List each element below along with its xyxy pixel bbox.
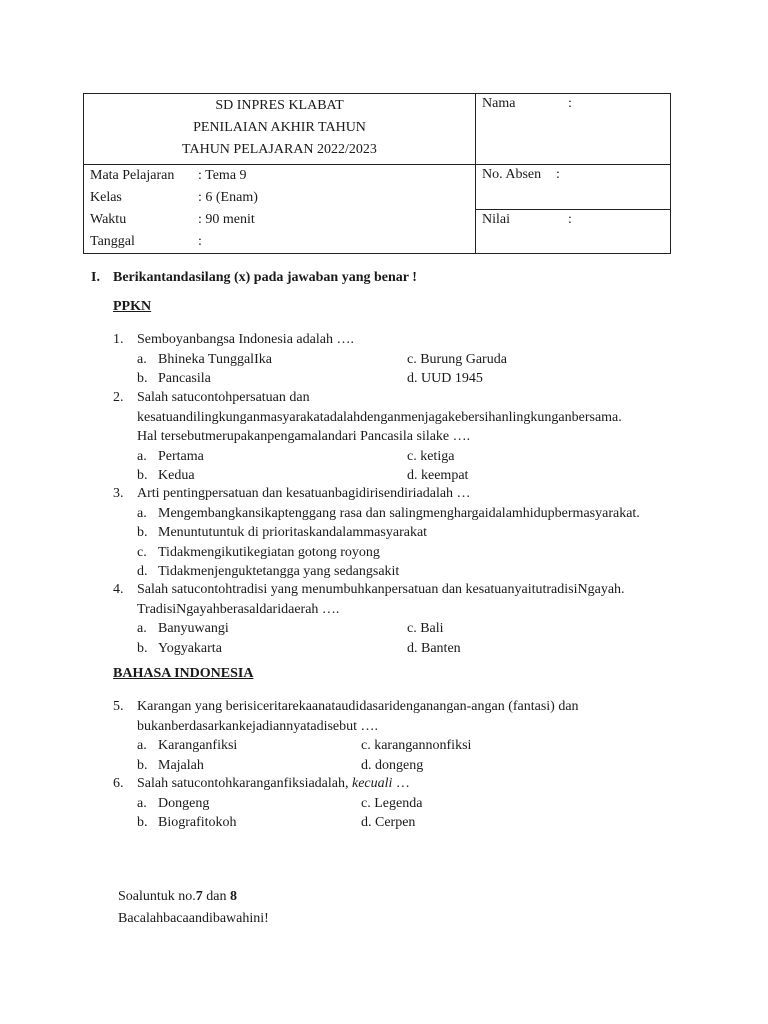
school-year: TAHUN PELAJARAN 2022/2023 [182,142,377,157]
question-text: Arti pentingpersatuan dan kesatuanbagidirisendiriadalah … [137,486,471,501]
school-title-cell [84,94,476,165]
absen-cell [476,165,671,210]
subject-heading-bahasa-indonesia: BAHASA INDONESIA [113,666,254,681]
info-key: Mata Pelajaran [90,168,175,183]
option-text: c. ketiga [407,448,455,464]
question-text: kesatuandilingkunganmasyarakatadalahdenganmenjagakebersihanlingkunganbersama. [137,409,622,425]
question-text: Karangan yang berisiceritarekaanataudidasaridenganangan-angan (fantasi) dan [137,699,579,714]
question-number: 4. [113,582,124,597]
option-text: Majalah [158,757,204,773]
note-text: Soaluntuk no. [118,889,196,904]
option-text: d. Cerpen [361,815,416,830]
question-text: Salah satucontohpersatuan dan [137,390,310,405]
info-value: : 6 (Enam) [198,190,258,205]
option-text: Karanganfiksi [158,738,238,753]
info-row [90,231,469,253]
question-number: 1. [113,332,124,347]
option-text: Bhineka TunggalIka [158,351,272,367]
info-row [90,187,469,209]
option-text: d. dongeng [361,757,424,773]
option-letter: a. [137,505,147,521]
question-text-part: … [392,776,410,791]
option-text: Tidakmengikutikegiatan gotong royong [158,544,380,560]
question-number: 2. [113,390,124,405]
option-text: c. karangannonfiksi [361,738,472,753]
header-table [83,93,671,254]
option-letter: c. [137,544,147,560]
nama-cell [476,94,671,165]
nama-label: Nama [482,96,516,111]
info-key: Waktu [90,212,127,227]
option-letter: d. [137,564,148,579]
option-text: Menuntutuntuk di prioritaskandalammasyarakat [158,525,428,540]
nilai-cell [476,210,671,254]
nilai-value: : [568,212,572,227]
section-title: Berikantandasilang (x) pada jawaban yang benar ! [113,270,417,285]
note-number: 8 [230,889,237,904]
option-text: Kedua [158,468,195,483]
absen-label: No. Absen [482,167,542,182]
info-row [90,209,469,231]
option-text: d. keempat [407,468,469,483]
option-text: c. Legenda [361,795,423,811]
option-letter: b. [137,640,148,656]
option-letter: b. [137,525,148,540]
option-text: Mengembangkansikaptenggang rasa dan salingmenghargaidalamhidupbermasyarakat. [158,505,640,521]
option-text: Pancasila [158,371,211,386]
option-text: d. Banten [407,640,461,656]
option-letter: b. [137,468,148,483]
nilai-label: Nilai [482,212,510,227]
absen-value: : [556,167,560,182]
option-text: Tidakmenjenguktetangga yang sedangsakit [158,564,400,579]
option-text: d. UUD 1945 [407,371,483,386]
option-letter: a. [137,621,147,636]
question-text: Hal tersebutmerupakanpengamalandari Pancasila silake …. [137,429,471,444]
reading-note [118,886,269,930]
question-4 [113,580,693,658]
info-value: : 90 menit [198,212,255,227]
option-letter: a. [137,795,147,811]
question-number: 6. [113,776,124,791]
option-text: Yogyakarta [158,640,222,656]
info-value: : Tema 9 [198,168,247,183]
question-1 [113,330,693,389]
question-2 [113,388,693,486]
options [137,794,693,833]
question-number: 3. [113,486,124,501]
options [137,504,693,582]
question-text-part: Salah satucontohkaranganfiksiadalah, [137,776,352,791]
option-text: c. Bali [407,621,444,636]
options [137,736,693,775]
question-text: TradisiNgayahberasaldaridaerah …. [137,601,340,617]
note-text: dan [202,889,230,904]
question-6 [113,774,693,833]
nama-value: : [568,96,572,111]
option-letter: b. [137,815,148,830]
exam-name: PENILAIAN AKHIR TAHUN [193,120,366,135]
option-letter: a. [137,351,147,367]
info-key: Kelas [90,190,122,205]
question-text: bukanberdasarkankejadiannyatadisebut …. [137,718,379,734]
question-3 [113,484,693,582]
options [137,447,693,486]
section-number: I. [91,270,100,285]
option-letter: b. [137,757,148,773]
info-key: Tanggal [90,234,135,249]
info-row [90,165,469,187]
option-text: Biografitokoh [158,815,237,830]
info-cell [84,165,476,254]
question-text-emphasis: kecuali [351,776,393,791]
info-value: : [198,234,202,249]
option-letter: a. [137,738,147,753]
question-text [137,774,693,794]
question-text: Semboyanbangsa Indonesia adalah …. [137,332,354,347]
question-text: Salah satucontohtradisi yang menumbuhkanpersatuan dan kesatuanyaitutradisiNgayah. [137,582,625,597]
options [137,350,693,389]
option-text: Dongeng [158,795,210,811]
question-number: 5. [113,699,124,714]
note-number: 7 [195,889,203,904]
section-heading [91,270,417,286]
note-instruction: Bacalahbacaandibawahini! [118,911,269,926]
option-text: Pertama [158,448,204,464]
option-text: Banyuwangi [158,621,229,636]
option-text: c. Burung Garuda [407,351,507,367]
subject-heading-ppkn: PPKN [113,299,152,314]
option-letter: b. [137,371,148,386]
question-5 [113,697,693,775]
options [137,619,693,658]
school-name: SD INPRES KLABAT [215,98,344,113]
option-letter: a. [137,448,147,464]
